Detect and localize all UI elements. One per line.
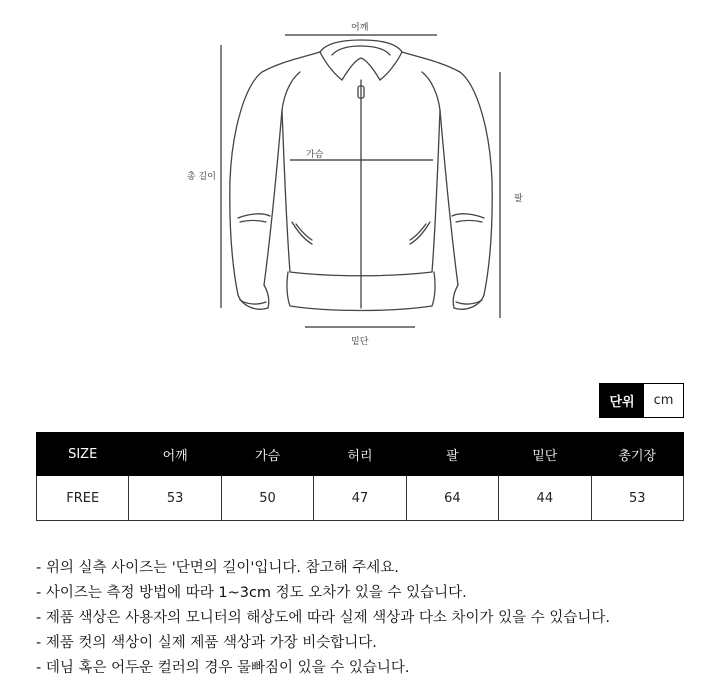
unit-label: 단위 [600, 384, 644, 417]
header-sleeve: 팔 [406, 433, 498, 476]
size-table-header-row [37, 433, 684, 476]
cell-chest: 50 [221, 476, 313, 521]
sleeve-label: 팔 [514, 194, 523, 204]
header-hem: 밑단 [499, 433, 591, 476]
chest-label: 가슴 [306, 150, 324, 160]
cell-hem: 44 [499, 476, 591, 521]
note-item: - 제품 색상은 사용자의 모니터의 해상도에 따라 실제 색상과 다소 차이가 있을 수 있습니다. [36, 610, 611, 626]
cell-size: FREE [37, 476, 129, 521]
unit-value: cm [653, 393, 674, 408]
cell-waist: 47 [314, 476, 406, 521]
header-chest: 가슴 [221, 433, 313, 476]
hem-label: 밑단 [351, 337, 369, 347]
unit-indicator [599, 383, 684, 418]
header-size: SIZE [37, 433, 129, 476]
shoulder-label: 어깨 [351, 23, 369, 33]
cell-sleeve: 64 [406, 476, 498, 521]
note-item: - 위의 실측 사이즈는 '단면의 길이'입니다. 참고해 주세요. [36, 560, 399, 576]
header-shoulder: 어깨 [129, 433, 221, 476]
cell-shoulder: 53 [129, 476, 221, 521]
table-row [37, 476, 684, 521]
cell-total-length: 53 [591, 476, 683, 521]
header-total-length: 총기장 [591, 433, 683, 476]
header-waist: 허리 [314, 433, 406, 476]
size-notes [36, 556, 610, 681]
note-item: - 제품 컷의 색상이 실제 제품 색상과 가장 비슷합니다. [36, 635, 377, 651]
size-table [36, 432, 684, 521]
note-item: - 데님 혹은 어두운 컬러의 경우 물빠짐이 있을 수 있습니다. [36, 660, 410, 676]
note-item: - 사이즈는 측정 방법에 따라 1~3cm 정도 오차가 있을 수 있습니다. [36, 585, 467, 601]
total-length-label: 총 길이 [187, 172, 216, 182]
